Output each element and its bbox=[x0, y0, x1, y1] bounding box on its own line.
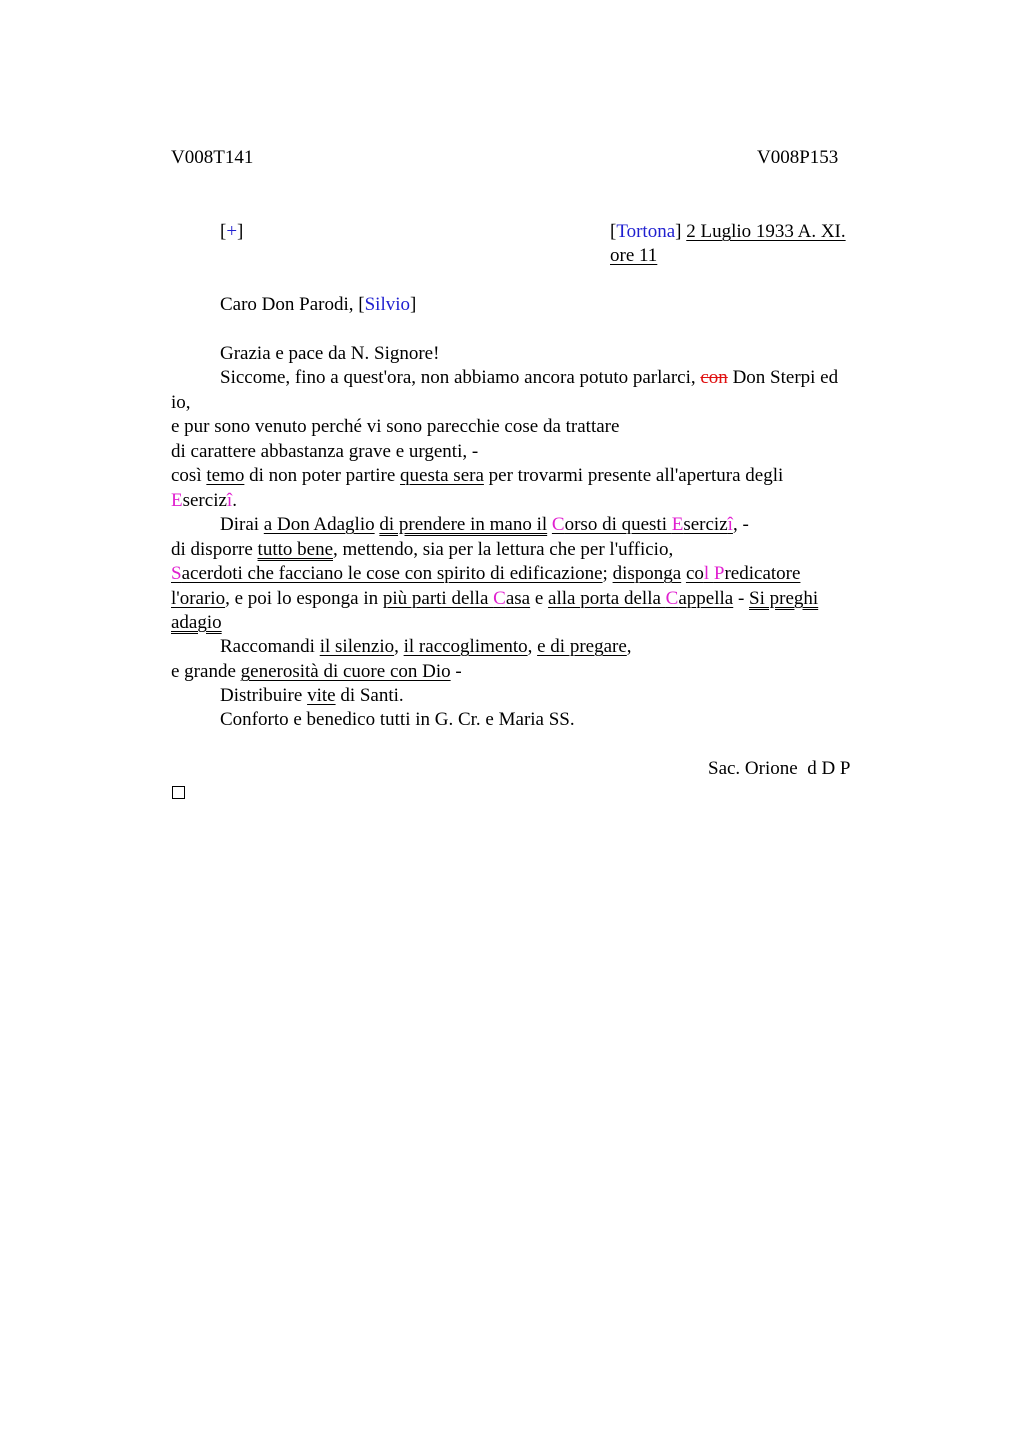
text-run: serciz bbox=[182, 490, 227, 511]
letter-cross-mark bbox=[220, 220, 243, 244]
text-run: e bbox=[530, 588, 549, 609]
text-run: Distribuire bbox=[220, 685, 308, 706]
underlined-text: questa sera bbox=[400, 465, 484, 486]
double-underlined-text: Si preghi bbox=[749, 588, 819, 609]
body-line bbox=[171, 464, 783, 488]
text-run: alla porta della bbox=[548, 588, 666, 609]
text-run: così bbox=[171, 465, 207, 486]
text-run: per trovarmi presente all'apertura degli bbox=[483, 465, 784, 486]
underlined-text: il raccoglimento bbox=[403, 636, 528, 657]
underlined-group bbox=[552, 514, 733, 535]
text-run: Dirai bbox=[220, 514, 264, 535]
recipient-name: Silvio bbox=[364, 294, 410, 315]
bracket-close: ] bbox=[410, 294, 417, 315]
cross-symbol: + bbox=[226, 221, 238, 242]
body-line: e pur sono venuto perché vi sono parecchie cose da trattare bbox=[171, 416, 620, 437]
letter-date: 2 Luglio 1933 A. XI. bbox=[686, 221, 846, 242]
capital-letter: S bbox=[171, 563, 182, 584]
underlined-text: vite bbox=[307, 685, 336, 706]
salutation bbox=[220, 293, 416, 317]
text-run: Raccomandi bbox=[220, 636, 320, 657]
double-underlined-text: tutto bene bbox=[257, 539, 333, 560]
body-line bbox=[220, 684, 404, 708]
signature: Sac. Orione d D P bbox=[708, 758, 851, 779]
bracket-close: ] bbox=[237, 221, 244, 242]
text-run: redicatore bbox=[724, 563, 801, 584]
underlined-group bbox=[686, 563, 801, 584]
greeting-line: Grazia e pace da N. Signore! bbox=[220, 343, 440, 364]
capital-letter: E bbox=[171, 490, 183, 511]
body-line bbox=[171, 538, 673, 562]
underlined-group bbox=[383, 588, 530, 609]
text-run: appella bbox=[678, 588, 734, 609]
body-line bbox=[171, 489, 237, 513]
place-name: Tortona bbox=[616, 221, 676, 242]
text-run: di disporre bbox=[171, 539, 258, 560]
body-line: io, bbox=[171, 392, 191, 413]
body-line: Conforto e benedico tutti in G. Cr. e Maria SS. bbox=[220, 709, 575, 730]
text-run: , bbox=[527, 636, 538, 657]
text-run: , e poi lo esponga in bbox=[225, 588, 383, 609]
capital-letter: C bbox=[551, 514, 565, 535]
text-run: co bbox=[685, 563, 704, 584]
text-run: più parti della bbox=[382, 588, 494, 609]
body-line: di carattere abbastanza grave e urgenti, - bbox=[171, 441, 479, 462]
body-line bbox=[220, 366, 838, 390]
text-run: , mettendo, sia per la lettura che per l'ufficio, bbox=[333, 539, 674, 560]
body-line bbox=[220, 635, 632, 659]
body-line bbox=[220, 513, 749, 537]
text-run: serciz bbox=[683, 514, 728, 535]
text-run: orso di questi bbox=[564, 514, 672, 535]
salutation-text: Caro Don Parodi, bbox=[220, 294, 359, 315]
text-run: Don Sterpi ed bbox=[727, 367, 839, 388]
body-line bbox=[171, 562, 800, 586]
text-run: Siccome, fino a quest'ora, non abbiamo ancora potuto parlarci, bbox=[220, 367, 701, 388]
inserted-letter: l bbox=[703, 563, 714, 584]
capital-letter: C bbox=[665, 588, 679, 609]
bracket-open: [ bbox=[220, 221, 227, 242]
letter-time: ore 11 bbox=[610, 245, 658, 266]
underlined-text: l'orario bbox=[171, 588, 226, 609]
underlined-group bbox=[548, 588, 733, 609]
text-run: . bbox=[232, 490, 237, 511]
body-line: adagio bbox=[171, 612, 222, 633]
capital-letter: E bbox=[671, 514, 684, 535]
letter-place-date bbox=[610, 220, 846, 244]
text-run: - bbox=[733, 588, 750, 609]
underlined-text: a Don Adaglio bbox=[263, 514, 375, 535]
end-box-marker bbox=[172, 786, 185, 799]
text-run: ; bbox=[602, 563, 613, 584]
underlined-text: temo bbox=[206, 465, 245, 486]
accented-letter: î bbox=[226, 490, 233, 511]
body-line bbox=[171, 660, 462, 684]
capital-letter: C bbox=[493, 588, 506, 609]
text-run: asa bbox=[505, 588, 531, 609]
page-header-right-code: V008P153 bbox=[757, 147, 839, 168]
page-header-left-code: V008T141 bbox=[171, 147, 254, 168]
text-run: , bbox=[394, 636, 404, 657]
underlined-group bbox=[171, 563, 603, 584]
accented-letter: î bbox=[727, 514, 733, 535]
deleted-word: con bbox=[700, 367, 728, 388]
text-run: e grande bbox=[171, 661, 241, 682]
body-line bbox=[171, 587, 818, 611]
text-run: , - bbox=[732, 514, 749, 535]
underlined-text: generosità di cuore con Dio bbox=[240, 661, 451, 682]
text-run: , bbox=[626, 636, 632, 657]
underlined-text: disponga bbox=[612, 563, 682, 584]
underlined-text: il silenzio bbox=[319, 636, 395, 657]
bracket-open: [ bbox=[610, 221, 617, 242]
double-underlined-text: di prendere in mano il bbox=[379, 514, 548, 535]
text-run: acerdoti che facciano le cose con spirito di edificazione bbox=[181, 563, 603, 584]
text-run: - bbox=[450, 661, 462, 682]
bracket-open: [ bbox=[358, 294, 365, 315]
text-run: di Santi. bbox=[335, 685, 404, 706]
text-run: di non poter partire bbox=[244, 465, 401, 486]
bracket-close: ] bbox=[675, 221, 682, 242]
underlined-text: e di pregare bbox=[537, 636, 627, 657]
capital-letter: P bbox=[713, 563, 725, 584]
